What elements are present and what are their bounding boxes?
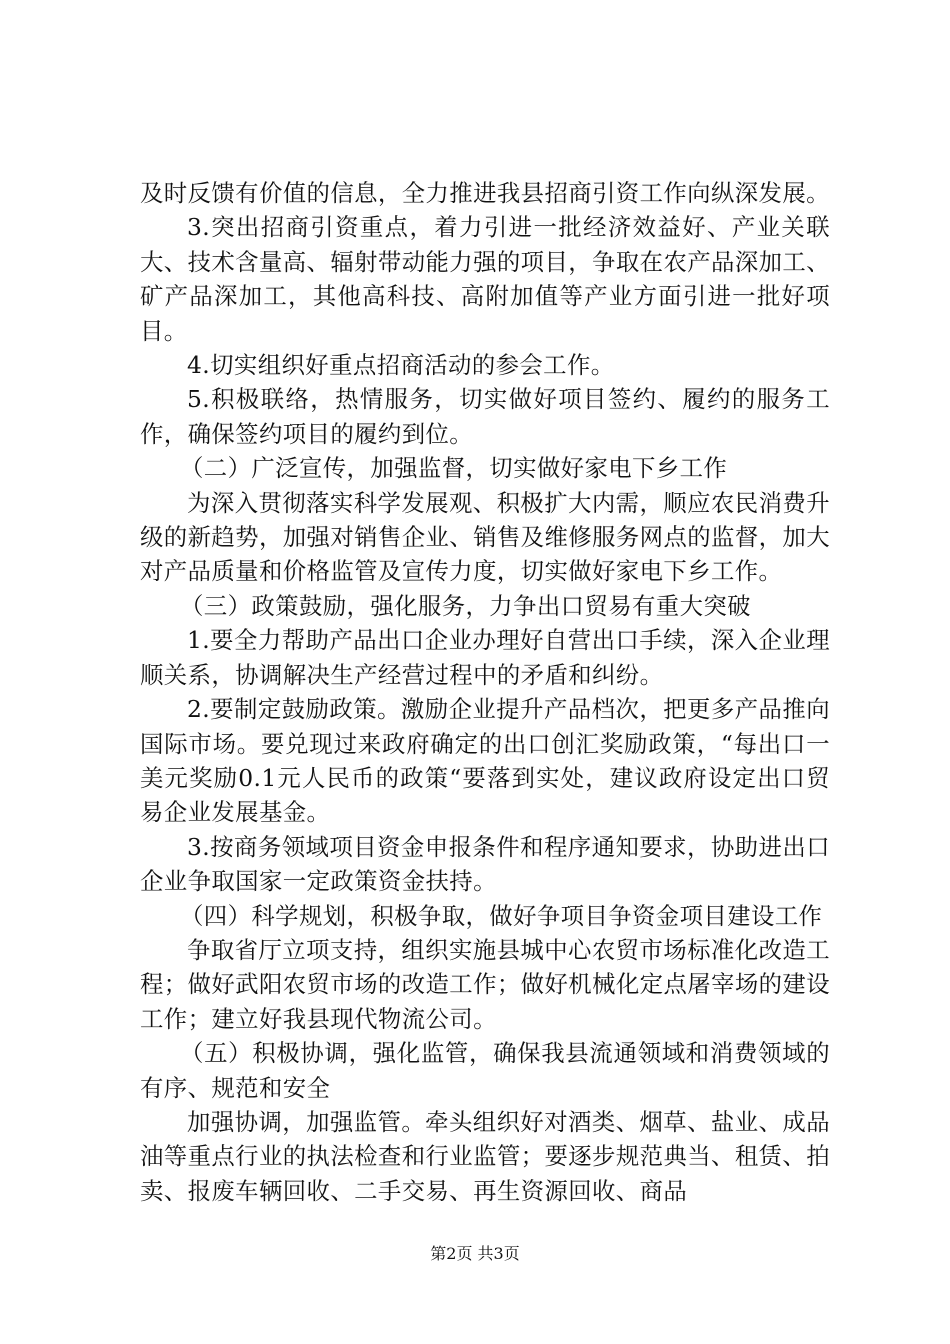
paragraph-section-2-body: 为深入贯彻落实科学发展观、积极扩大内需，顺应农民消费升级的新趋势，加强对销售企业、销售及维修服务网点的监督，加大对产品质量和价格监管及宣传力度，切实做好家电下乡工作。 (140, 488, 830, 586)
paragraph-section-5-body: 加强协调，加强监管。牵头组织好对酒类、烟草、盐业、成品油等重点行业的执法检查和行业监管；要逐步规范典当、租赁、拍卖、报废车辆回收、二手交易、再生资源回收、商品 (140, 1107, 830, 1205)
section-heading-2: （二）广泛宣传，加强监督，切实做好家电下乡工作 (180, 454, 728, 483)
paragraph-section-4-body: 争取省厅立项支持，组织实施县城中心农贸市场标准化改造工程；做好武阳农贸市场的改造工作；做好机械化定点屠宰场的建设工作；建立好我县现代物流公司。 (140, 935, 830, 1033)
section-heading-4: （四）科学规划，积极争取，做好争项目争资金项目建设工作 (180, 901, 823, 930)
paragraph-item-3: 3.突出招商引资重点，着力引进一批经济效益好、产业关联大、技术含量高、辐射带动能力强的项目，争取在农产品深加工、矿产品深加工，其他高科技、高附加值等产业方面引进一批好项目。 (140, 213, 830, 345)
paragraph-section-3-item-2: 2.要制定鼓励政策。激励企业提升产品档次，把更多产品推向国际市场。要兑现过来政府确定的出口创汇奖励政策，“每出口一美元奖励0.1元人民币的政策“要落到实处，建议政府设定出口贸易企业发展基金。 (140, 695, 830, 827)
page-number-footer: 第2页 共3页 (430, 1244, 520, 1263)
paragraph-section-3-item-3: 3.按商务领域项目资金申报条件和程序通知要求，协助进出口企业争取国家一定政策资金扶持。 (140, 832, 830, 896)
paragraph-section-3-item-1: 1.要全力帮助产品出口企业办理好自营出口手续，深入企业理顺关系，协调解决生产经营过程中的矛盾和纠纷。 (140, 626, 830, 689)
paragraph-item-4: 4.切实组织好重点招商活动的参会工作。 (187, 351, 615, 380)
paragraph-continuation: 及时反馈有价值的信息，全力推进我县招商引资工作向纵深发展。 (140, 179, 830, 207)
paragraph-item-5: 5.积极联络，热情服务，切实做好项目签约、履约的服务工作，确保签约项目的履约到位。 (140, 385, 830, 448)
section-heading-3: （三）政策鼓励，强化服务，力争出口贸易有重大突破 (180, 591, 751, 620)
section-heading-5: （五）积极协调，强化监管，确保我县流通领域和消费领域的有序、规范和安全 (140, 1039, 830, 1102)
document-body (140, 176, 830, 1208)
